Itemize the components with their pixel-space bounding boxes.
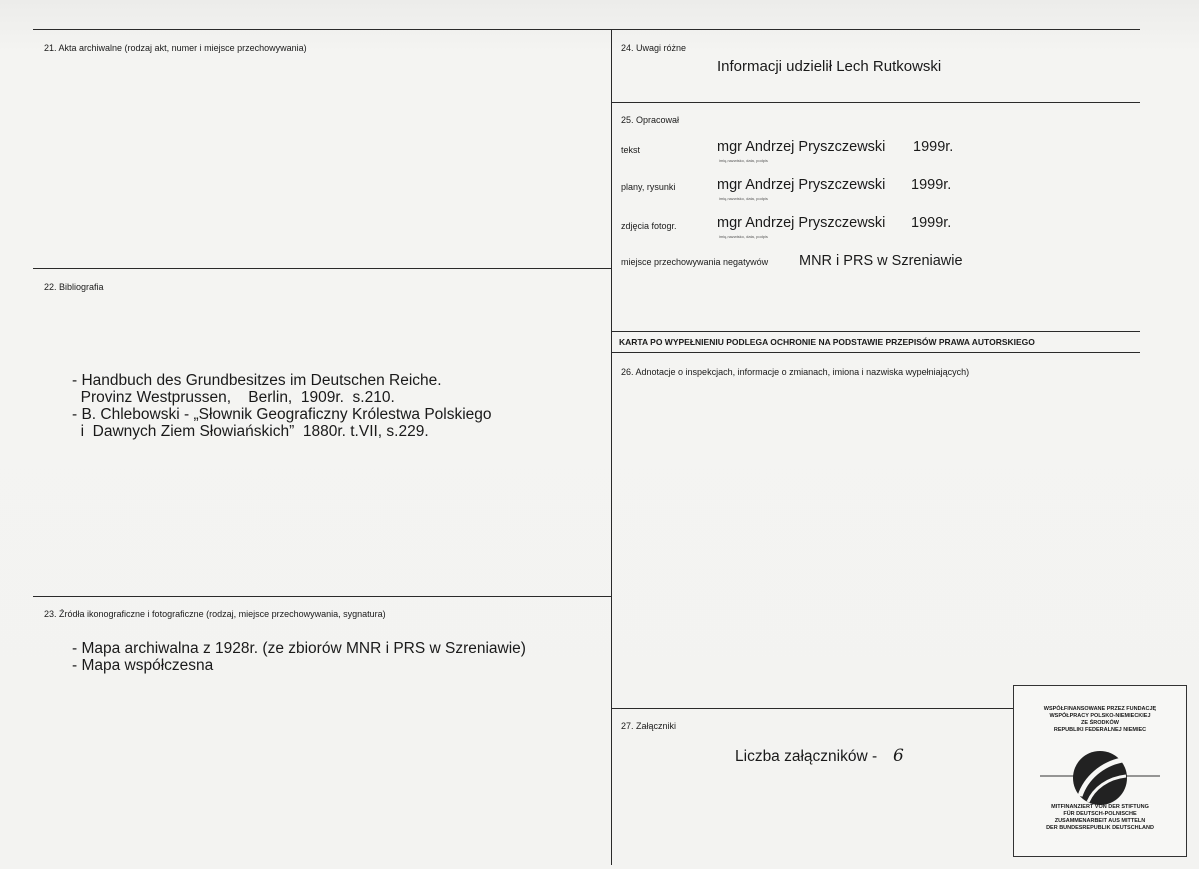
section-27-label: 27. Załączniki — [621, 721, 677, 731]
bibliography-line-2: Provinz Westprussen, Berlin, 1909r. s.210. — [72, 389, 395, 406]
divider-24-25 — [611, 102, 1140, 103]
attachments-value: Liczba załączników - — [735, 748, 878, 765]
attachments-count: 6 — [893, 746, 904, 766]
divider-21-22 — [33, 268, 611, 269]
bibliography-line-1: - Handbuch des Grundbesitzes im Deutschen Reiche. — [72, 372, 442, 389]
sponsor-text-german: MITFINANZIERT VON DER STIFTUNG FÜR DEUTSCH-POLNISCHE ZUSAMMENARBEIT AUS MITTELN DER BUNDESREPUBLIK DEUTSCHLAND — [1046, 804, 1154, 831]
bibliography-line-4: i Dawnych Ziem Słowiańskich” 1880r. t.VII, s.229. — [72, 423, 429, 440]
divider-22-23 — [33, 596, 611, 597]
sponsor-logo-box — [1013, 685, 1187, 857]
section-21-label: 21. Akta archiwalne (rodzaj akt, numer i miejsce przechowywania) — [44, 43, 307, 53]
author-row-photos-name: mgr Andrzej Pryszczewski — [717, 215, 886, 231]
author-row-plans-caption: imię,nazwisko, data, podpis — [719, 196, 768, 201]
author-row-text-label: tekst — [621, 145, 641, 155]
author-row-photos-year: 1999r. — [911, 215, 952, 231]
divider-copyright-26 — [611, 352, 1140, 353]
negatives-value: MNR i PRS w Szreniawie — [799, 253, 963, 269]
divider-25-copyright — [611, 331, 1140, 332]
bibliography-line-3: - B. Chlebowski - „Słownik Geograficzny Królestwa Polskiego — [72, 406, 492, 423]
section-24-label: 24. Uwagi różne — [621, 43, 687, 53]
author-row-text-caption: imię,nazwisko, data, podpis — [719, 158, 768, 163]
remarks-value: Informacji udzielił Lech Rutkowski — [717, 58, 942, 75]
author-row-plans-name: mgr Andrzej Pryszczewski — [717, 177, 886, 193]
author-row-plans-label: plany, rysunki — [621, 182, 676, 192]
author-row-photos-caption: imię,nazwisko, data, podpis — [719, 234, 768, 239]
top-border — [33, 29, 1140, 30]
copyright-notice: KARTA PO WYPEŁNIENIU PODLEGA OCHRONIE NA PODSTAWIE PRZEPISÓW PRAWA AUTORSKIEGO — [619, 337, 1035, 347]
foundation-logo-icon — [1014, 748, 1186, 808]
author-row-text-name: mgr Andrzej Pryszczewski — [717, 139, 886, 155]
author-row-text-year: 1999r. — [913, 139, 954, 155]
center-divider — [611, 29, 612, 865]
negatives-label: miejsce przechowywania negatywów — [621, 257, 769, 267]
section-25-label: 25. Opracował — [621, 115, 680, 125]
section-26-label: 26. Adnotacje o inspekcjach, informacje o zmianach, imiona i nazwiska wypełniających) — [621, 367, 970, 377]
divider-26-27 — [611, 708, 1013, 709]
author-row-plans-year: 1999r. — [911, 177, 952, 193]
iconographic-line-1: - Mapa archiwalna z 1928r. (ze zbiorów MNR i PRS w Szreniawie) — [72, 640, 526, 657]
author-row-photos-label: zdjęcia fotogr. — [621, 221, 677, 231]
sponsor-text-polish: WSPÓŁFINANSOWANE PRZEZ FUNDACJĘ WSPÓŁPRACY POLSKO-NIEMIECKIEJ ZE ŚRODKÓW REPUBLIKI FEDERALNEJ NIEMIEC — [1043, 706, 1157, 733]
iconographic-line-2: - Mapa współczesna — [72, 657, 214, 674]
section-23-label: 23. Źródła ikonograficzne i fotograficzne (rodzaj, miejsce przechowywania, sygnatura) — [44, 609, 386, 619]
section-22-label: 22. Bibliografia — [44, 282, 104, 292]
